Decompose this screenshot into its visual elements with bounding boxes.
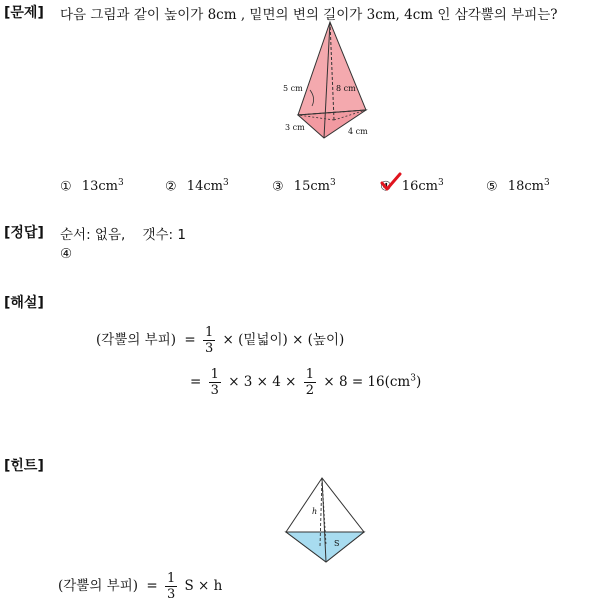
choice-mark: ④ <box>380 179 392 195</box>
solution-part-b: × 8 = 16(cm <box>323 374 411 390</box>
solution-tag: [해설] <box>4 295 44 311</box>
answer-order-count: 순서: 없음, 갯수: 1 <box>60 227 186 243</box>
frac-den: 2 <box>305 383 315 398</box>
question-text: 다음 그림과 같이 높이가 8cm , 밑면의 변의 길이가 3cm, 4cm 인 삼각뿔의 부피는? <box>60 7 558 23</box>
check-mark-icon <box>380 172 402 195</box>
choice-text: 15cm <box>293 179 330 195</box>
hint-formula <box>58 572 222 601</box>
answer-tag: [정답] <box>4 225 44 241</box>
hint-pyramid-figure <box>282 474 368 566</box>
choice-sup: 3 <box>222 178 229 188</box>
frac-den: 3 <box>204 341 214 356</box>
choice-2[interactable] <box>165 178 229 194</box>
pyramid-figure <box>278 20 378 140</box>
label-slant: 5 cm <box>283 84 303 93</box>
choice-5[interactable] <box>486 178 550 194</box>
choice-sup: 3 <box>437 178 444 188</box>
frac-den: 3 <box>210 383 219 398</box>
choice-text: 13cm <box>81 179 118 195</box>
answer-value: ④ <box>60 246 73 262</box>
choice-text: 16cm <box>401 179 438 195</box>
choice-text: 18cm <box>507 179 544 195</box>
choice-1[interactable] <box>60 178 124 194</box>
hint-rest: S × h <box>184 578 223 594</box>
solution-lhs: (각뿔의 부피) <box>96 332 177 348</box>
choice-text: 14cm <box>186 179 223 195</box>
solution-rest: × (밑넓이) × (높이) <box>222 332 345 348</box>
fraction-one-half <box>304 368 316 397</box>
fraction-one-third <box>209 368 221 397</box>
choice-mark: ③ <box>272 179 284 195</box>
frac-num: 1 <box>210 367 219 382</box>
choice-3[interactable] <box>272 178 336 194</box>
solution-sup: 3 <box>410 373 416 384</box>
equals-sign: = <box>190 374 202 390</box>
solution-line-2 <box>190 368 421 397</box>
frac-den: 3 <box>166 587 176 602</box>
label-side-a: 3 cm <box>285 123 305 132</box>
hint-label-s: S <box>334 539 340 548</box>
solution-close: ) <box>415 374 422 390</box>
choice-sup: 3 <box>543 178 550 188</box>
hint-label-h: h <box>312 507 318 516</box>
choice-sup: 3 <box>117 178 124 188</box>
choice-mark: ① <box>60 179 72 195</box>
label-side-b: 4 cm <box>348 127 368 136</box>
fraction-one-third <box>203 326 215 355</box>
hint-tag: [힌트] <box>4 458 44 474</box>
fraction-one-third <box>165 572 177 601</box>
frac-num: 1 <box>204 325 214 340</box>
solution-part-a: × 3 × 4 × <box>228 374 297 390</box>
label-height: 8 cm <box>336 84 356 93</box>
solution-line-1 <box>96 326 344 355</box>
hint-lhs: (각뿔의 부피) <box>58 578 139 594</box>
choice-mark: ⑤ <box>486 179 498 195</box>
frac-num: 1 <box>305 367 315 382</box>
problem-tag: [문제] <box>4 5 44 21</box>
choice-mark: ② <box>165 179 177 195</box>
frac-num: 1 <box>166 571 176 586</box>
equals-sign: = <box>146 578 158 594</box>
choice-sup: 3 <box>329 178 336 188</box>
equals-sign: = <box>184 332 196 348</box>
